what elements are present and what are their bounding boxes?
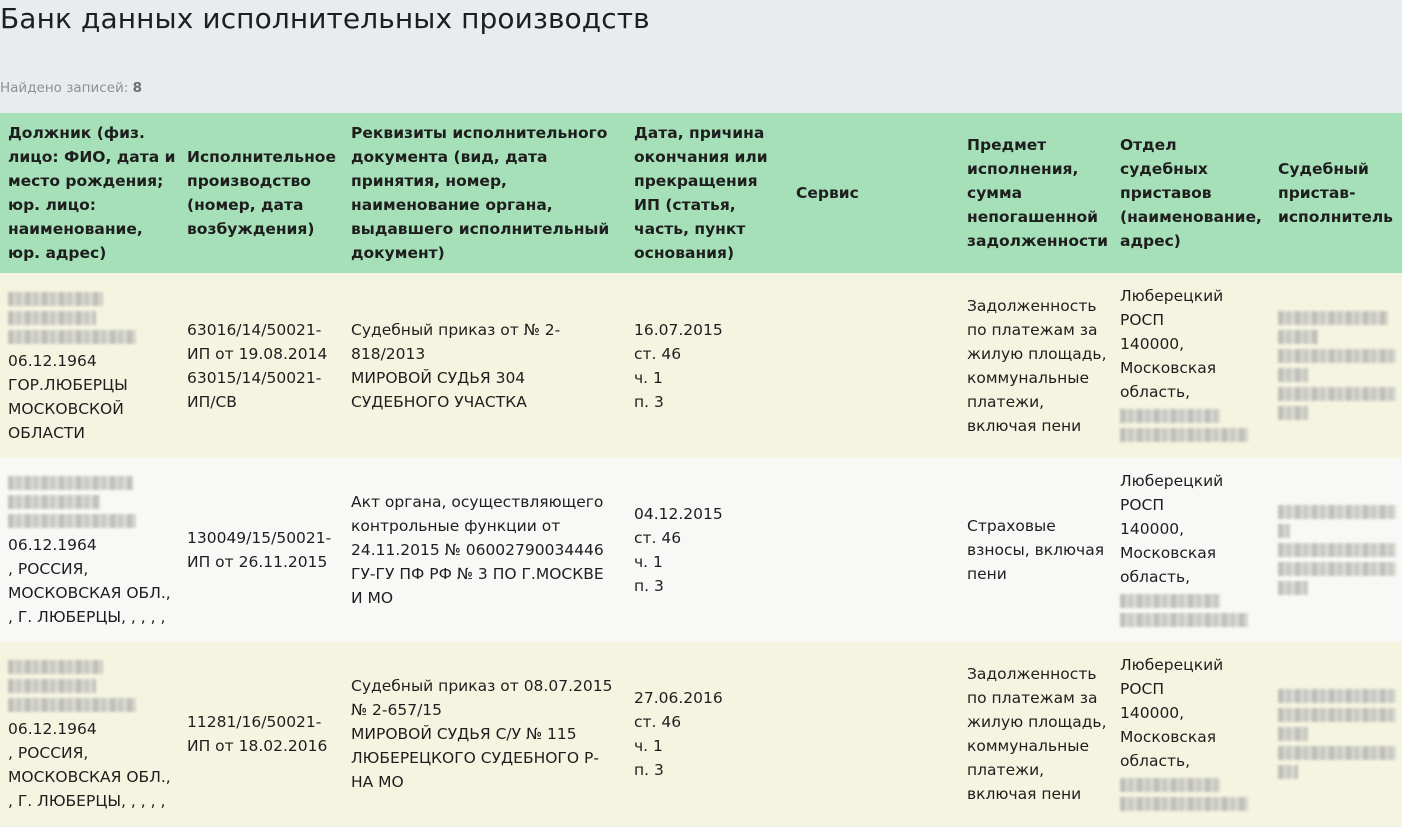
- table-row: [0, 273, 1402, 458]
- department-line: Московская: [1120, 727, 1217, 746]
- proceeding-line: 63015/14/50021-: [187, 368, 322, 387]
- redacted-text: [8, 698, 136, 712]
- debtor-line: , РОССИЯ,: [8, 560, 89, 578]
- document-line: МИРОВОЙ СУДЬЯ С/У № 115: [351, 725, 577, 743]
- cell-end-date: [626, 273, 788, 458]
- header-proceeding: Исполнительное производство (номер, дата возбуждения): [179, 113, 343, 273]
- debtor-line: 06.12.1964: [8, 351, 97, 370]
- redacted-text: [1278, 562, 1396, 576]
- end-line: п. 3: [634, 577, 664, 595]
- end-line: ч. 1: [634, 737, 663, 755]
- department-line: область,: [1120, 567, 1191, 586]
- redacted-text: [8, 514, 136, 528]
- document-line: 24.11.2015 № 06002790034446: [351, 541, 604, 559]
- redacted-text: [8, 311, 96, 325]
- document-line: НА МО: [351, 773, 404, 791]
- redacted-text: [1278, 765, 1298, 779]
- document-line: Судебный приказ от 08.07.2015: [351, 677, 613, 695]
- cell-subject: Задолженность по платежам за жилую площадь, коммунальные платежи, включая пени: [959, 273, 1112, 458]
- document-line: ЛЮБЕРЕЦКОГО СУДЕБНОГО Р-: [351, 749, 599, 767]
- redacted-text: [1278, 581, 1308, 595]
- department-line: Московская: [1120, 359, 1217, 377]
- cell-department: [1112, 458, 1270, 642]
- department-line: Московская: [1120, 543, 1217, 562]
- redacted-text: [1120, 428, 1248, 442]
- cell-proceeding: [179, 458, 343, 642]
- cell-debtor: [0, 273, 179, 458]
- document-line: 818/2013: [351, 344, 426, 363]
- document-line: ГУ-ГУ ПФ РФ № 3 ПО Г.МОСКВЕ: [351, 565, 604, 583]
- redacted-text: [1278, 505, 1396, 519]
- debtor-line: МОСКОВСКАЯ ОБЛ.,: [8, 768, 171, 786]
- records-found-count: 8: [132, 80, 143, 96]
- proceeding-line: ИП/СВ: [187, 392, 237, 411]
- redacted-text: [1278, 406, 1308, 420]
- debtor-line: 06.12.1964: [8, 720, 97, 738]
- debtor-line: МОСКОВСКАЯ ОБЛ.,: [8, 584, 171, 602]
- redacted-text: [8, 495, 100, 509]
- cell-document: [343, 458, 626, 642]
- redacted-text: [8, 660, 103, 674]
- redacted-text: [8, 292, 103, 306]
- document-line: Судебный приказ от № 2-: [351, 320, 561, 339]
- redacted-text: [1278, 349, 1396, 363]
- department-line: 140000,: [1120, 703, 1185, 722]
- redacted-text: [8, 476, 133, 490]
- redacted-text: [1278, 689, 1396, 703]
- proceeding-line: 11281/16/50021-: [187, 713, 322, 731]
- cell-bailiff: [1270, 642, 1402, 826]
- debtor-line: , РОССИЯ,: [8, 744, 89, 762]
- cell-end-date: [626, 642, 788, 826]
- proceeding-line: ИП от 18.02.2016: [187, 737, 328, 755]
- debtor-line: ГОР.ЛЮБЕРЦЫ: [8, 375, 128, 394]
- records-found-label: Найдено записей:: [0, 80, 129, 96]
- redacted-text: [1278, 746, 1396, 760]
- proceeding-line: 130049/15/50021-: [187, 529, 332, 547]
- document-line: Акт органа, осуществляющего: [351, 493, 604, 511]
- redacted-text: [1278, 311, 1388, 325]
- document-line: МИРОВОЙ СУДЬЯ 304: [351, 368, 526, 387]
- page-title: Банк данных исполнительных производств: [0, 2, 650, 35]
- debtor-line: , Г. ЛЮБЕРЦЫ, , , , ,: [8, 792, 166, 810]
- header-end-date: Дата, причина окончания или прекращения ИП (статья, часть, пункт основания): [626, 113, 788, 273]
- cell-service: [788, 458, 959, 642]
- cell-document: [343, 642, 626, 826]
- department-line: РОСП: [1120, 679, 1165, 698]
- department-line: область,: [1120, 751, 1191, 770]
- records-found: [0, 78, 142, 98]
- redacted-text: [1278, 387, 1396, 401]
- end-line: ст. 46: [634, 529, 682, 547]
- redacted-text: [1278, 368, 1308, 382]
- cell-service: [788, 642, 959, 826]
- cell-subject: Страховые взносы, включая пени: [959, 458, 1112, 642]
- redacted-text: [8, 330, 136, 344]
- department-line: РОСП: [1120, 311, 1165, 329]
- cell-department: [1112, 273, 1270, 458]
- end-line: ст. 46: [634, 344, 682, 363]
- cell-subject: Задолженность по платежам за жилую площадь, коммунальные платежи, включая пени: [959, 642, 1112, 826]
- table-row: [0, 642, 1402, 826]
- cell-department: [1112, 642, 1270, 826]
- cell-debtor: [0, 458, 179, 642]
- redacted-text: [1278, 708, 1396, 722]
- debtor-line: , Г. ЛЮБЕРЦЫ, , , , ,: [8, 608, 166, 626]
- debtor-line: МОСКОВСКОЙ: [8, 399, 124, 418]
- end-line: п. 3: [634, 761, 664, 779]
- cell-bailiff: [1270, 458, 1402, 642]
- cell-document: [343, 273, 626, 458]
- header-subject: Предмет исполнения, сумма непогашенной задолженности: [959, 113, 1112, 273]
- document-line: И МО: [351, 589, 394, 607]
- redacted-text: [1120, 778, 1220, 792]
- cell-debtor: [0, 642, 179, 826]
- department-line: 140000,: [1120, 519, 1185, 538]
- redacted-text: [1278, 524, 1290, 538]
- redacted-text: [1278, 727, 1308, 741]
- redacted-text: [1120, 797, 1248, 811]
- end-line: ч. 1: [634, 368, 663, 387]
- department-line: РОСП: [1120, 495, 1165, 514]
- end-line: ч. 1: [634, 553, 663, 571]
- end-line: 27.06.2016: [634, 689, 723, 707]
- end-line: ст. 46: [634, 713, 682, 731]
- redacted-text: [1120, 613, 1248, 627]
- department-line: Люберецкий: [1120, 471, 1224, 490]
- debtor-line: ОБЛАСТИ: [8, 423, 85, 442]
- department-line: область,: [1120, 383, 1191, 401]
- department-line: Люберецкий: [1120, 287, 1224, 305]
- end-line: п. 3: [634, 392, 664, 411]
- cell-service: [788, 273, 959, 458]
- department-line: Люберецкий: [1120, 655, 1224, 674]
- redacted-text: [1278, 543, 1396, 557]
- cell-end-date: [626, 458, 788, 642]
- document-line: № 2-657/15: [351, 701, 443, 719]
- document-line: контрольные функции от: [351, 517, 561, 535]
- header-debtor: Должник (физ. лицо: ФИО, дата и место рождения; юр. лицо: наименование, юр. адрес): [0, 113, 179, 273]
- redacted-text: [1120, 409, 1220, 423]
- department-line: 140000,: [1120, 335, 1185, 353]
- header-document: Реквизиты исполнительного документа (вид, дата принятия, номер, наименование органа, выдавшего исполнительный документ): [343, 113, 626, 273]
- document-line: СУДЕБНОГО УЧАСТКА: [351, 392, 527, 411]
- header-service: Сервис: [788, 113, 959, 273]
- proceeding-line: ИП от 19.08.2014: [187, 344, 328, 363]
- end-line: 16.07.2015: [634, 320, 723, 339]
- cell-bailiff: [1270, 273, 1402, 458]
- redacted-text: [1278, 330, 1318, 344]
- cell-proceeding: [179, 642, 343, 826]
- redacted-text: [1120, 594, 1220, 608]
- table-row: [0, 458, 1402, 642]
- table-header-row: [0, 113, 1402, 273]
- proceeding-line: 63016/14/50021-: [187, 320, 322, 339]
- cell-proceeding: [179, 273, 343, 458]
- proceeding-line: ИП от 26.11.2015: [187, 553, 328, 571]
- header-bailiff: Судебный пристав-исполнитель: [1270, 113, 1402, 273]
- redacted-text: [8, 679, 96, 693]
- end-line: 04.12.2015: [634, 505, 723, 523]
- debtor-line: 06.12.1964: [8, 536, 97, 554]
- header-department: Отдел судебных приставов (наименование, адрес): [1112, 113, 1270, 273]
- results-table: [0, 113, 1402, 826]
